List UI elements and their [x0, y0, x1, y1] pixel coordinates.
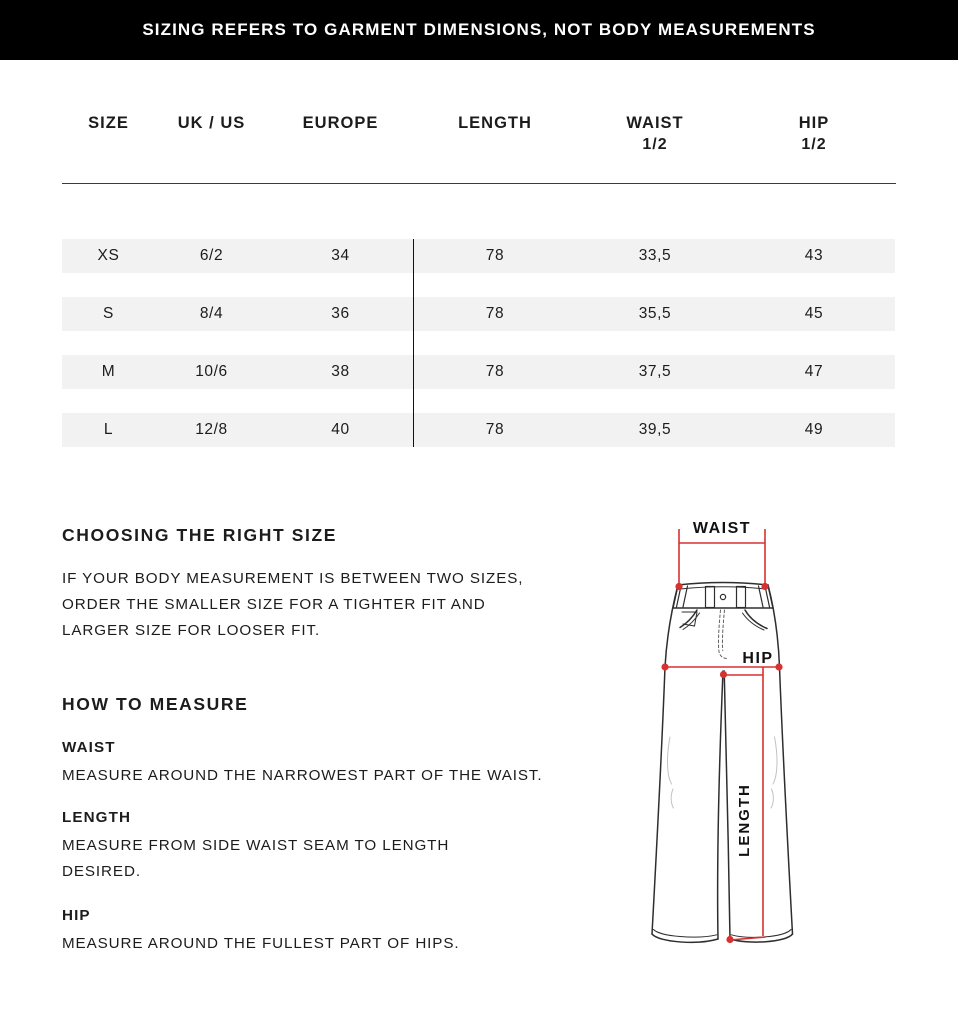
measurement-dots: [661, 583, 782, 943]
table-row-xs: XS 6/2 34 78 33,5 43: [62, 239, 895, 273]
table-header: [62, 112, 895, 156]
diagram-waist-label: WAIST: [692, 520, 752, 537]
paragraph-line: ORDER THE SMALLER SIZE FOR A TIGHTER FIT AND: [62, 596, 486, 613]
paragraph-line: IF YOUR BODY MEASUREMENT IS BETWEEN TWO SIZES,: [62, 570, 524, 587]
measure-item-text: DESIRED.: [62, 863, 141, 880]
choosing-size-heading: CHOOSING THE RIGHT SIZE: [62, 525, 338, 545]
diagram-length-label: LENGTH: [736, 783, 753, 857]
measure-item-hip: [62, 906, 460, 957]
table-row-s: S 8/4 36 78 35,5 45: [62, 297, 895, 331]
measure-item-text: MEASURE AROUND THE FULLEST PART OF HIPS.: [62, 935, 460, 952]
header-cell-europe: EUROPE: [302, 114, 379, 132]
banner-text: SIZING REFERS TO GARMENT DIMENSIONS, NOT BODY MEASUREMENTS: [142, 20, 816, 39]
measure-item-text: MEASURE FROM SIDE WAIST SEAM TO LENGTH: [62, 837, 450, 854]
header-cell-ukus: UK / US: [177, 114, 246, 132]
measure-item-text: MEASURE AROUND THE NARROWEST PART OF THE WAIST.: [62, 767, 543, 784]
measure-item-length: [62, 808, 449, 885]
table-column-divider: [413, 239, 414, 447]
header-cell-size: SIZE: [88, 114, 129, 132]
how-to-measure-heading: HOW TO MEASURE: [62, 694, 249, 714]
table-row-m: M 10/6 38 78 37,5 47: [62, 355, 895, 389]
diagram-hip-label: HIP: [742, 650, 774, 667]
header-rule: [62, 183, 896, 184]
top-banner: [0, 0, 958, 60]
pants-diagram: [600, 505, 860, 965]
waist-measure-line: [679, 529, 765, 584]
measure-item-label: WAIST: [62, 739, 116, 756]
measure-item-label: HIP: [62, 907, 91, 924]
measurement-lines: [665, 529, 779, 940]
measure-item-waist: [62, 738, 543, 789]
header-cell-hip: HIP 1/2: [798, 114, 830, 153]
header-cell-waist: WAIST 1/2: [626, 114, 684, 153]
choosing-size-paragraph: [62, 566, 523, 644]
header-cell-length: LENGTH: [458, 114, 532, 132]
pants-drawing: [652, 583, 793, 943]
table-row-l: L 12/8 40 78 39,5 49: [62, 413, 895, 447]
measure-item-label: LENGTH: [62, 809, 132, 826]
paragraph-line: LARGER SIZE FOR LOOSER FIT.: [62, 622, 321, 639]
